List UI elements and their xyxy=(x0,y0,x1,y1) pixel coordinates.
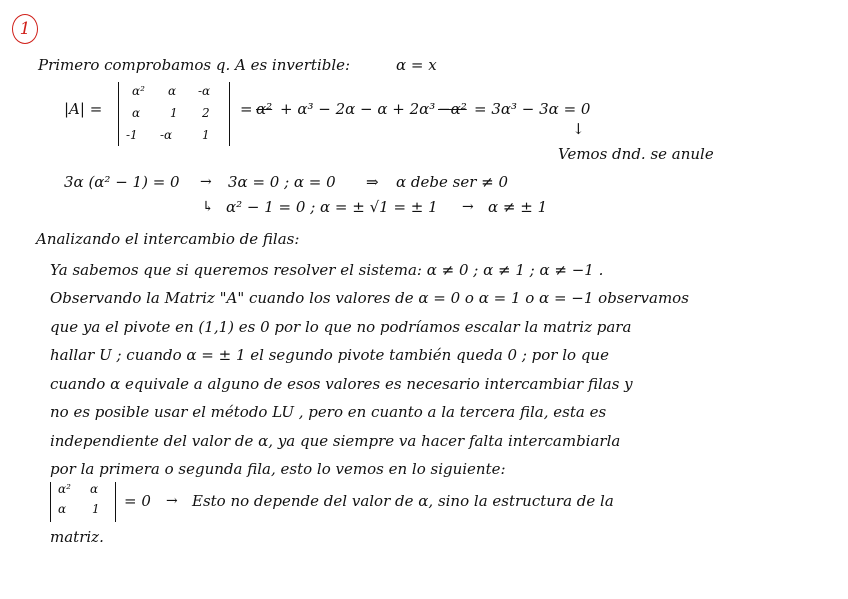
det-result: = 3α³ − 3α = 0 xyxy=(474,100,591,118)
solve-line1-mid: 3α = 0 ; α = 0 xyxy=(228,173,336,191)
paragraph-line-4: hallar U ; cuando α = ± 1 el segundo pivote también queda 0 ; por lo que xyxy=(50,346,609,364)
minor-eq: = 0 xyxy=(124,492,151,510)
det-cell-0-0: α² xyxy=(132,84,145,98)
solve-line1-right: α debe ser ≠ 0 xyxy=(396,173,509,191)
det-cell-0-1: α xyxy=(168,84,177,98)
problem-number-badge: 1 xyxy=(12,14,38,44)
det-cell-1-2: 2 xyxy=(202,106,210,120)
solve-line2-arrow: → xyxy=(462,199,474,215)
solve-line1-left: 3α (α² − 1) = 0 xyxy=(64,173,180,191)
paragraph-line-8: por la primera o segunda fila, esto lo vemos en lo siguiente: xyxy=(50,460,506,478)
det-struck-term-1: α² xyxy=(256,100,273,118)
det-mid: + α³ − 2α − α + 2α³ xyxy=(280,100,436,118)
minor-cell-0-1: α xyxy=(90,482,99,496)
solve-line2-hook: ↳ xyxy=(202,199,214,215)
paragraph-line-5: cuando α equivale a alguno de esos valores es necesario intercambiar filas y xyxy=(50,375,633,393)
intro-text: Primero comprobamos q. A es invertible: xyxy=(38,56,351,74)
paragraph-line-1: Ya sabemos que si queremos resolver el sistema: α ≠ 0 ; α ≠ 1 ; α ≠ −1 . xyxy=(50,261,604,279)
det-cell-0-2: -α xyxy=(198,84,211,98)
det-label: |A| = xyxy=(64,100,103,118)
det-struck-term-2: −α² xyxy=(438,100,467,118)
det-cell-1-0: α xyxy=(132,106,141,120)
minor-arrow: → xyxy=(166,493,178,509)
minor-cell-1-0: α xyxy=(58,502,67,516)
paragraph-line-3: que ya el pivote en (1,1) es 0 por lo que no podríamos escalar la matriz para xyxy=(50,318,632,336)
det-matrix xyxy=(118,82,230,146)
paragraph-line-7: independiente del valor de α, ya que siempre va hacer falta intercambiarla xyxy=(50,432,621,450)
minor-cell-1-1: 1 xyxy=(92,502,100,516)
solve-line2-text: α² − 1 = 0 ; α = ± √1 = ± 1 xyxy=(226,198,438,216)
minor-matrix xyxy=(50,482,116,522)
det-cell-2-2: 1 xyxy=(202,128,210,142)
solve-line2-right: α ≠ ± 1 xyxy=(488,198,548,216)
det-down-arrow: ↓ xyxy=(572,120,585,138)
det-cell-1-1: 1 xyxy=(170,106,178,120)
det-cell-2-0: -1 xyxy=(126,128,138,142)
analysis-title: Analizando el intercambio de filas: xyxy=(36,230,300,248)
solve-line1-implies: ⇒ xyxy=(366,173,379,191)
det-eq: = xyxy=(240,100,253,118)
det-note: Vemos dnd. se anule xyxy=(558,145,714,163)
solve-line1-arrow: → xyxy=(200,174,212,190)
minor-cell-0-0: α² xyxy=(58,482,71,496)
intro-assign: α = x xyxy=(396,56,437,74)
last-line: matriz. xyxy=(50,528,104,546)
minor-text: Esto no depende del valor de α, sino la estructura de la xyxy=(192,492,614,510)
paragraph-line-6: no es posible usar el método LU , pero en cuanto a la tercera fila, esta es xyxy=(50,403,607,421)
det-cell-2-1: -α xyxy=(160,128,173,142)
paragraph-line-2: Observando la Matriz "A" cuando los valores de α = 0 o α = 1 o α = −1 observamos xyxy=(50,289,689,307)
